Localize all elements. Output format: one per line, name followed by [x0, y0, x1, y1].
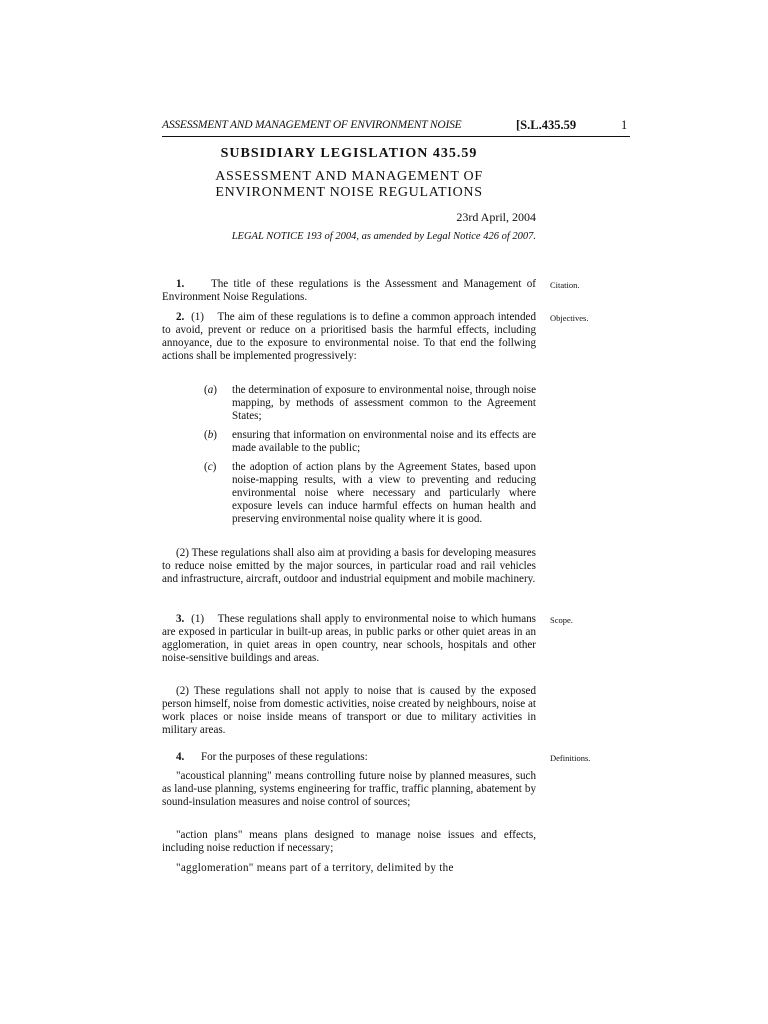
regulations-title-line-2: ENVIRONMENT NOISE REGULATIONS [215, 185, 483, 200]
section-2-subsection-2: (2) These regulations shall also aim at providing a basis for developing measures to reduce noise emitted by the major sources, in particular road and rail vehicles and infrastructure, aircraft, outdoor and industrial equipment and mobile machinery. [162, 547, 536, 585]
list-item-a-text: the determination of exposure to environmental noise, through noise mapping, by methods of assessment common to the Agreement States; [232, 384, 536, 422]
running-header-title: ASSESSMENT AND MANAGEMENT OF ENVIRONMENT NOISE [162, 119, 462, 131]
list-item-b-text: ensuring that information on environmental noise and its effects are made available to the public; [232, 429, 536, 454]
list-item-c-text: the adoption of action plans by the Agreement States, based upon noise-mapping results, with a view to preventing and reducing environmental noise where necessary and particularly where exposure levels can induce harmful effects on human health and preserving environmental noise quality where it is good. [232, 461, 536, 525]
list-item-c [204, 461, 536, 526]
margin-note-definitions: Definitions. [550, 753, 591, 763]
page-number: 1 [621, 118, 628, 132]
section-3-sub-1-label: (1) [191, 613, 205, 625]
enactment-date: 23rd April, 2004 [456, 210, 536, 224]
margin-note-citation: Citation. [550, 280, 580, 290]
legal-notice: LEGAL NOTICE 193 of 2004, as amended by Legal Notice 426 of 2007. [231, 231, 536, 242]
section-4 [162, 751, 536, 764]
section-2-sub-1-label: (1) [191, 311, 204, 323]
section-3-subsection-1 [162, 613, 536, 665]
section-4-number: 4. [176, 751, 185, 763]
section-2-subsection-1 [162, 311, 536, 363]
section-2-sub-1-text: The aim of these regulations is to define a common approach intended to avoid, prevent or reduce on a prioritised basis the harmful effects, including annoyance, due to the exposure to environmental noise. To that end the follwing actions shall be implemented progressively: [162, 311, 536, 362]
section-4-text: For the purposes of these regulations: [200, 751, 368, 763]
definition-acoustical-planning: "acoustical planning" means controlling future noise by planned measures, such as land-use planning, systems engineering for traffic, traffic planning, abatement by sound-insulation measures and noise control of sources; [162, 770, 536, 808]
list-item-b-label: (b) [204, 429, 217, 441]
section-3-sub-1-text: These regulations shall apply to environmental noise to which humans are exposed in particular in built-up areas, in public parks or other quiet areas in an agglomeration, in quiet areas in open country, near schools, hospitals and other noise-sensitive buildings and areas. [162, 613, 536, 664]
regulations-title [162, 169, 536, 201]
section-2-number: 2. [176, 311, 185, 323]
running-header-reference: [S.L.435.59 [516, 118, 577, 132]
section-1-number: 1. [176, 278, 185, 290]
header-rule [162, 136, 630, 137]
section-3-subsection-2: (2) These regulations shall not apply to noise that is caused by the exposed person himself, noise from domestic activities, noise created by neighbours, noise at work places or noise inside means of transport or due to military activities in military areas. [162, 685, 537, 736]
margin-note-objectives: Objectives. [550, 313, 589, 323]
definition-action-plans: "action plans" means plans designed to manage noise issues and effects, including noise reduction if necessary; [162, 829, 536, 854]
list-item-b [204, 429, 536, 455]
section-1-text: The title of these regulations is the Assessment and Management of Environment Noise Regulations. [162, 278, 536, 303]
definition-agglomeration: "agglomeration" means part of a territory, delimited by the [176, 862, 454, 874]
legislation-heading: SUBSIDIARY LEGISLATION 435.59 [220, 146, 478, 161]
list-item-a [204, 384, 536, 423]
list-item-c-label: (c) [204, 461, 217, 473]
margin-note-scope: Scope. [550, 615, 573, 625]
section-1 [162, 278, 536, 304]
list-item-a-label: (a) [204, 384, 217, 396]
regulations-title-line-1: ASSESSMENT AND MANAGEMENT OF [215, 169, 483, 184]
section-3-number: 3. [176, 613, 185, 625]
